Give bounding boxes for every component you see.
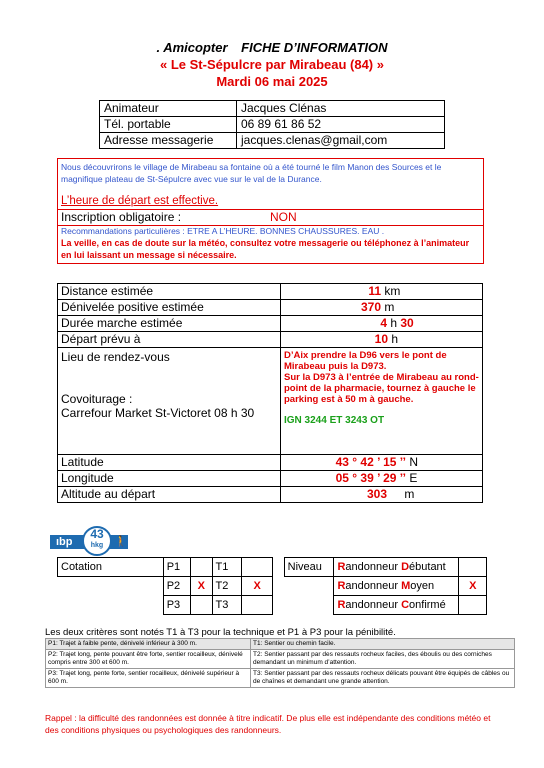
ibp-logo	[50, 526, 128, 556]
confirme-mark	[459, 596, 487, 615]
distance-value: 11	[368, 284, 381, 298]
inscription-value: NON	[270, 210, 297, 224]
level-confirme: Randonneur Confirmé	[334, 596, 459, 615]
t2-mark: X	[241, 577, 273, 596]
table-row	[58, 471, 483, 487]
cotation-label: Cotation	[58, 558, 164, 577]
legend-t2: T2: Sentier passant par des ressauts rocheux faciles, des éboulis ou des corniches demandant un minimum d’attention.	[251, 650, 515, 669]
legend-p2: P2: Trajet long, pente pouvant être forte, sentier rocailleux, dénivelé compris entre 300 et 600 m.	[46, 650, 251, 669]
niveau-label: Niveau	[284, 558, 334, 577]
t3-label: T3	[212, 596, 241, 615]
denivele-label: Dénivelée positive estimée	[58, 300, 281, 316]
p1-label: P1	[163, 558, 190, 577]
p3-mark	[191, 596, 212, 615]
table-row	[58, 558, 487, 577]
distance-unit: km	[384, 284, 401, 298]
logo-index: 43	[90, 527, 104, 541]
longitude-cell	[281, 471, 483, 487]
table-row	[58, 332, 483, 348]
table-row	[46, 650, 515, 669]
table-row	[100, 117, 445, 133]
altitude-value: 303	[366, 487, 387, 501]
t1-label: T1	[212, 558, 241, 577]
cotation-table	[57, 557, 487, 615]
table-row	[58, 300, 483, 316]
criteria-note: Les deux critères sont notés T1 à T3 pour la technique et P1 à P3 pour la pénibilité.	[45, 627, 396, 638]
intro-box	[57, 158, 484, 264]
t2-label: T2	[212, 577, 241, 596]
hike-subtitle: « Le St-Sépulcre par Mirabeau (84) »	[160, 57, 384, 72]
depart-unit: h	[391, 332, 399, 346]
legend-t3: T3: Sentier passant par des ressauts rocheux délicats pouvant être équipés de câbles ou de chaînes et demandant une grande attention.	[251, 669, 515, 688]
legend-p1: P1: Trajet à faible pente, dénivelé inférieur à 300 m.	[46, 639, 251, 650]
table-row	[100, 101, 445, 117]
logo-ibp-text: ıbp	[56, 536, 73, 548]
level-moyen: Randonneur Moyen	[334, 577, 459, 596]
disclaimer: Rappel : la difficulté des randonnées est donnée à titre indicatif. De plus elle est indépendante des conditions météo et des conditions physiques ou psychologiques des randonneurs.	[45, 713, 491, 735]
ign-maps: IGN 3244 ET 3243 OT	[284, 415, 385, 426]
directions-text-2: Sur la D973 à l’entrée de Mirabeau au rond-point de la pharmacie, tournez à gauche le parking est à 50 m à gauche.	[284, 372, 479, 405]
contact-label: Animateur	[100, 101, 237, 117]
table-row	[58, 487, 483, 503]
duree-hours: 4	[380, 316, 387, 330]
denivele-cell	[281, 300, 483, 316]
longitude-label: Longitude	[58, 471, 281, 487]
hike-description: Nous découvrirons le village de Mirabeau sa fontaine où a été tourné le film Manon des Sources et le magnifique plateau de St-Sépulcre avec vue sur le val de la Durance.	[61, 162, 442, 184]
covoit-label: Covoiturage :	[61, 392, 133, 406]
weather-note: La veille, en cas de doute sur la météo, consultez votre messagerie ou téléphonez à l’animateur en lui laissant un message si nécessaire.	[61, 238, 470, 260]
altitude-cell	[281, 487, 483, 503]
contact-email: jacques.clenas@gmail,com	[237, 133, 445, 149]
covoit-place: Carrefour Market St-Victoret 08 h 30	[61, 406, 255, 420]
p2-mark: X	[191, 577, 212, 596]
inscription-row	[58, 209, 483, 226]
denivele-value: 370	[360, 300, 381, 314]
contact-value: 06 89 61 86 52	[237, 117, 445, 133]
p2-label: P2	[163, 577, 190, 596]
duree-label: Durée marche estimée	[58, 316, 281, 332]
hike-date: Mardi 06 mai 2025	[216, 74, 328, 89]
contact-label: Tél. portable	[100, 117, 237, 133]
latitude-label: Latitude	[58, 455, 281, 471]
directions-cell	[281, 348, 483, 455]
denivele-unit: m	[384, 300, 395, 314]
hike-info-table	[57, 283, 483, 503]
distance-cell	[281, 284, 483, 300]
depart-note: L’heure de départ est effective.	[61, 195, 219, 207]
table-row	[58, 596, 487, 615]
duree-minutes: 30	[400, 316, 414, 330]
debutant-mark	[459, 558, 487, 577]
table-row	[58, 455, 483, 471]
longitude-value: 05 ° 39 ’ 29 ’’	[335, 471, 406, 485]
title-text: FICHE D’INFORMATION	[241, 40, 388, 55]
legend-p3: P3: Trajet long, pente forte, sentier rocailleux, dénivelé supérieur à 600 m.	[46, 669, 251, 688]
logo-unit: hkg	[90, 542, 104, 549]
moyen-mark: X	[459, 577, 487, 596]
hiker-icon: 🚶	[114, 536, 128, 548]
altitude-label: Altitude au départ	[58, 487, 281, 503]
table-row	[58, 284, 483, 300]
brand-name: . Amicopter	[156, 40, 228, 55]
latitude-dir: N	[409, 455, 419, 469]
p3-label: P3	[163, 596, 190, 615]
depart-value: 10	[374, 332, 388, 346]
level-debutant: Randonneur Débutant	[334, 558, 459, 577]
recommendations: Recommandations particulières : ETRE A L’HEURE. BONNES CHAUSSURES. EAU .	[61, 226, 385, 236]
contact-value: Jacques Clénas	[237, 101, 445, 117]
duree-sep: h	[390, 316, 398, 330]
latitude-cell	[281, 455, 483, 471]
table-row	[46, 639, 515, 650]
latitude-value: 43 ° 42 ’ 15 ’’	[335, 455, 406, 469]
document-title	[0, 40, 544, 55]
inscription-label: Inscription obligatoire :	[61, 210, 182, 224]
rdv-cell	[58, 348, 281, 455]
rdv-label: Lieu de rendez-vous	[61, 350, 170, 364]
contact-label: Adresse messagerie	[100, 133, 237, 149]
table-row	[58, 577, 487, 596]
t1-mark	[241, 558, 273, 577]
longitude-dir: E	[409, 471, 418, 485]
table-row	[58, 348, 483, 455]
duree-cell	[281, 316, 483, 332]
table-row	[58, 316, 483, 332]
legend-t1: T1: Sentier ou chemin facile.	[251, 639, 515, 650]
depart-label: Départ prévu à	[58, 332, 281, 348]
directions-text: D’Aix prendre la D96 vers le pont de Mirabeau puis la D973.	[284, 350, 447, 372]
p1-mark	[191, 558, 212, 577]
depart-cell	[281, 332, 483, 348]
legend-table	[45, 638, 515, 688]
table-row	[46, 669, 515, 688]
distance-label: Distance estimée	[58, 284, 281, 300]
altitude-unit: m	[404, 487, 415, 501]
contact-table	[99, 100, 445, 149]
table-row	[100, 133, 445, 149]
t3-mark	[241, 596, 273, 615]
